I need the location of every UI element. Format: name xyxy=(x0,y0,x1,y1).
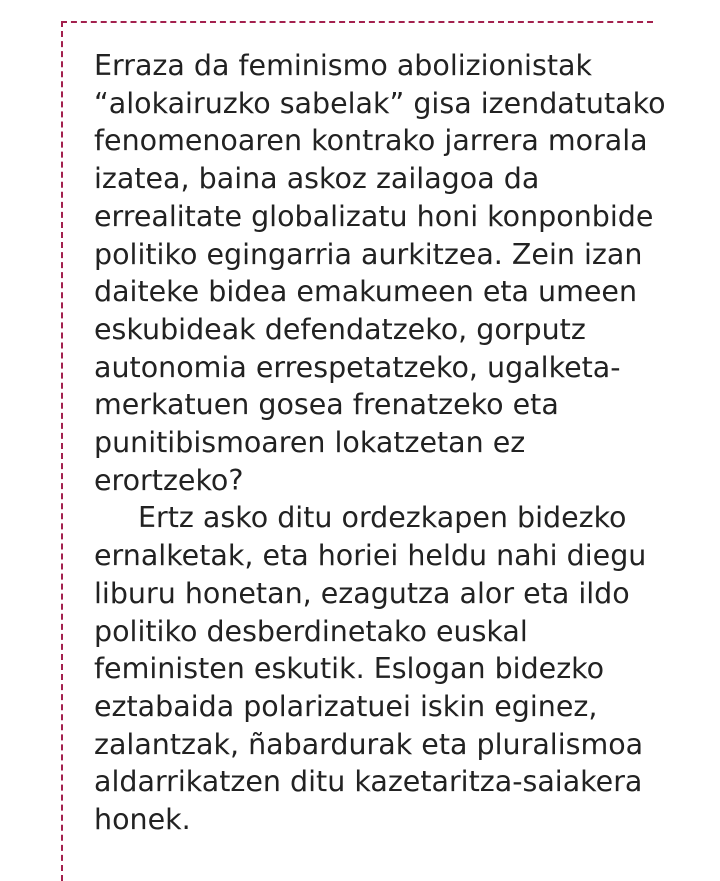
text-line: Ertz asko ditu ordezkapen bidezko xyxy=(138,501,627,535)
text-line: aldarrikatzen ditu kazetaritza-saiakera xyxy=(94,765,643,799)
dashed-frame-top-border xyxy=(61,21,653,23)
text-line: eztabaida polarizatuei iskin eginez, xyxy=(94,689,598,723)
text-line: autonomia errespetatzeko, ugalketa- xyxy=(94,350,621,384)
text-line: errealitate globalizatu honi konponbide xyxy=(94,199,654,233)
text-line: punitibismoaren lokatzetan ez xyxy=(94,426,526,460)
text-line: ernalketak, eta horiei heldu nahi diegu xyxy=(94,539,647,573)
text-line: politiko desberdinetako euskal xyxy=(94,614,528,648)
blurb-text-block xyxy=(94,47,694,839)
text-line: daiteke bidea emakumeen eta umeen xyxy=(94,275,638,309)
text-line: eskubideak defendatzeko, gorputz xyxy=(94,312,586,346)
dashed-frame-left-border xyxy=(61,21,63,881)
text-line: liburu honetan, ezagutza alor eta ildo xyxy=(94,576,630,610)
text-line: politiko egingarria aurkitzea. Zein izan xyxy=(94,237,643,271)
text-line: izatea, baina askoz zailagoa da xyxy=(94,162,540,196)
text-line: zalantzak, ñabardurak eta pluralismoa xyxy=(94,727,644,761)
text-line: erortzeko? xyxy=(94,463,244,497)
text-line: merkatuen gosea frenatzeko eta xyxy=(94,388,559,422)
paragraph-2 xyxy=(94,499,694,838)
text-line: honek. xyxy=(94,803,191,837)
text-line: feministen eskutik. Eslogan bidezko xyxy=(94,652,605,686)
text-line: Erraza da feminismo abolizionistak xyxy=(94,49,592,82)
text-line: fenomenoaren kontrako jarrera morala xyxy=(94,124,648,158)
paragraph-1 xyxy=(94,47,694,499)
text-line: “alokairuzko sabelak” gisa izendatutako xyxy=(94,86,666,120)
